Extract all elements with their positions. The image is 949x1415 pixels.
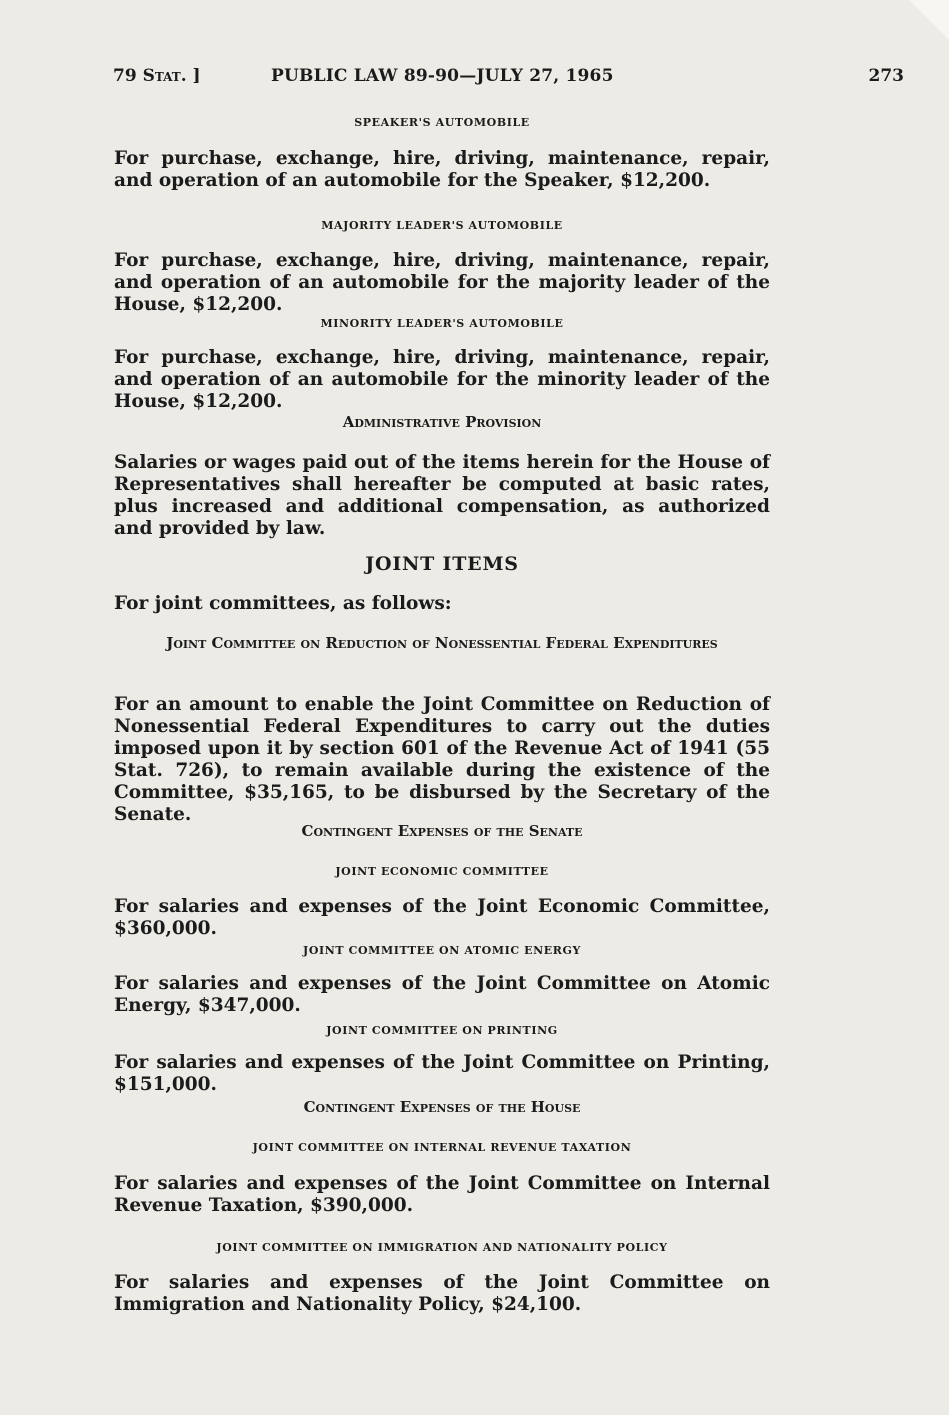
section-body: For salaries and expenses of the Joint Committee on Immigration and Nationality Policy, $24,100. bbox=[114, 1272, 770, 1315]
section-body: For purchase, exchange, hire, driving, maintenance, repair, and operation of an automobile for the minority leader of the House, $12,200. bbox=[114, 347, 770, 412]
section-body: For joint committees, as follows: bbox=[114, 593, 452, 614]
section-minority-leader bbox=[114, 317, 770, 330]
section-body-wrap bbox=[114, 148, 770, 192]
section-contingent-house bbox=[114, 1097, 770, 1118]
section-body-wrap bbox=[114, 694, 770, 826]
section-heading: JOINT ITEMS bbox=[365, 553, 519, 575]
section-internal-revenue bbox=[114, 1141, 770, 1154]
section-nonessential-expenditures bbox=[140, 633, 744, 654]
section-body: For salaries and expenses of the Joint Committee on Printing, $151,000. bbox=[114, 1052, 770, 1095]
section-body: Salaries or wages paid out of the items herein for the House of Representatives shall hereafter be computed at basic rates, plus increased and additional compensation, as authorized and provided by law. bbox=[114, 452, 770, 539]
section-body: For salaries and expenses of the Joint Economic Committee, $360,000. bbox=[114, 896, 770, 939]
section-body-wrap bbox=[114, 593, 770, 615]
section-heading: Contingent Expenses of the Senate bbox=[301, 822, 583, 840]
section-heading: SPEAKER'S AUTOMOBILE bbox=[354, 116, 530, 129]
section-heading: Joint Committee on Reduction of Nonessential Federal Expenditures bbox=[166, 634, 718, 652]
show-through-margin-note bbox=[808, 660, 878, 672]
section-body-wrap bbox=[114, 973, 770, 1017]
section-heading: JOINT COMMITTEE ON IMMIGRATION AND NATIONALITY POLICY bbox=[216, 1241, 668, 1254]
section-body-wrap bbox=[114, 347, 770, 413]
page-title: PUBLIC LAW 89-90—JULY 27, 1965 bbox=[271, 66, 614, 86]
page-header bbox=[113, 66, 904, 94]
section-heading: JOINT COMMITTEE ON PRINTING bbox=[326, 1024, 558, 1037]
section-body-wrap bbox=[114, 1272, 770, 1316]
section-joint-economic bbox=[114, 865, 770, 878]
section-body: For an amount to enable the Joint Committee on Reduction of Nonessential Federal Expenditures to carry out the duties imposed upon it by section 601 of the Revenue Act of 1941 (55 Stat. 726), to remain available during the existence of the Committee, $35,165, to be disbursed by the Secretary of the Senate. bbox=[114, 694, 770, 825]
section-body-wrap bbox=[114, 250, 770, 316]
page-corner-fold bbox=[909, 0, 949, 40]
volume-reference: 79 Stat. ] bbox=[113, 66, 201, 86]
section-majority-leader bbox=[114, 219, 770, 232]
section-heading: Contingent Expenses of the House bbox=[303, 1098, 581, 1116]
section-body-wrap bbox=[114, 1052, 770, 1096]
section-body: For salaries and expenses of the Joint Committee on Atomic Energy, $347,000. bbox=[114, 973, 770, 1016]
section-atomic-energy bbox=[114, 944, 770, 957]
section-heading: MINORITY LEADER'S AUTOMOBILE bbox=[320, 317, 564, 330]
section-contingent-senate bbox=[114, 821, 770, 842]
section-body: For purchase, exchange, hire, driving, maintenance, repair, and operation of an automobile for the majority leader of the House, $12,200. bbox=[114, 250, 770, 315]
section-joint-items bbox=[114, 553, 770, 575]
section-body-wrap bbox=[114, 1173, 770, 1217]
section-administrative-provision bbox=[114, 412, 770, 433]
section-heading: JOINT ECONOMIC COMMITTEE bbox=[335, 865, 549, 878]
section-body: For purchase, exchange, hire, driving, maintenance, repair, and operation of an automobile for the Speaker, $12,200. bbox=[114, 148, 770, 191]
section-heading: JOINT COMMITTEE ON ATOMIC ENERGY bbox=[303, 944, 581, 957]
section-heading: MAJORITY LEADER'S AUTOMOBILE bbox=[321, 219, 563, 232]
section-heading: JOINT COMMITTEE ON INTERNAL REVENUE TAXATION bbox=[252, 1141, 632, 1154]
section-immigration-nationality bbox=[114, 1241, 770, 1254]
section-heading: Administrative Provision bbox=[342, 413, 542, 431]
page-number: 273 bbox=[868, 66, 904, 86]
section-body-wrap bbox=[114, 896, 770, 940]
section-printing bbox=[114, 1024, 770, 1037]
section-body-wrap bbox=[114, 452, 770, 540]
section-body: For salaries and expenses of the Joint Committee on Internal Revenue Taxation, $390,000. bbox=[114, 1173, 770, 1216]
section-speakers-automobile bbox=[114, 116, 770, 129]
